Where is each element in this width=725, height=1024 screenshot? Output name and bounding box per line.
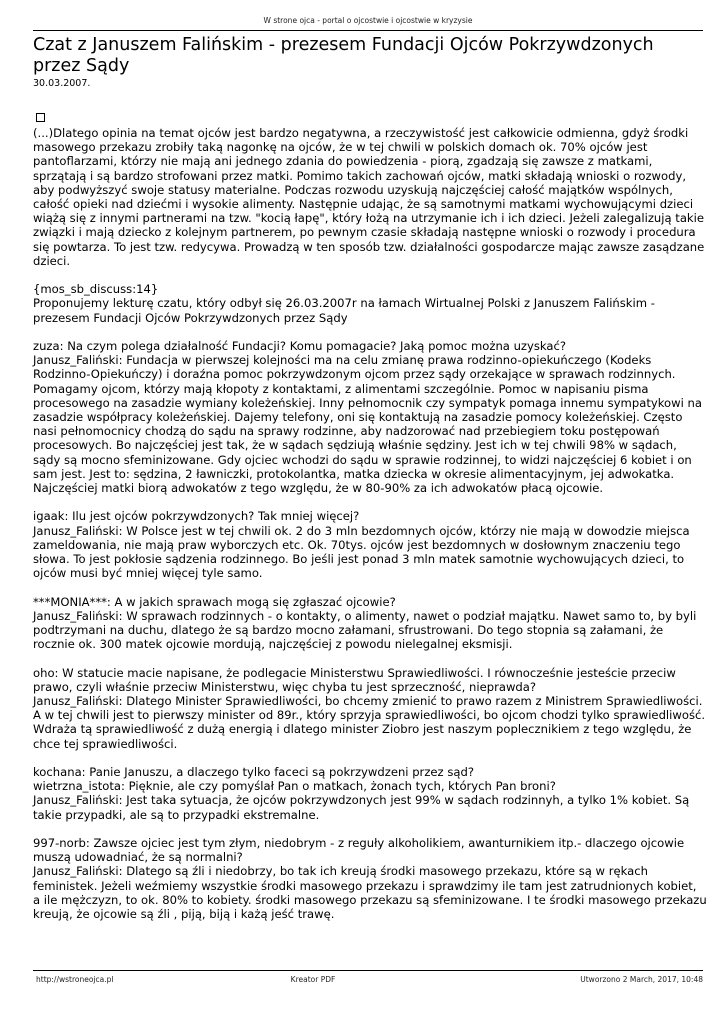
header-divider xyxy=(33,30,703,31)
footer-url-link[interactable]: http://wstroneojca.pl xyxy=(36,975,114,984)
article-paragraph-lead: {mos_sb_discuss:14} Proponujemy lekturę czatu, który odbył się 26.03.2007r na łamach Wirtualnej Polski z Januszem Falińskim - prezesem Fundacji Ojców Pokrzywdzonych przez Sądy xyxy=(33,282,655,325)
chat-exchange-oho: oho: W statucie macie napisane, że podlegacie Ministerstwu Sprawiedliwości. I równocześnie jesteście przeciw prawo, czyli właśnie przeciw Ministerstwu, więc chyba tu jest sprzeczność, nieprawda? Janusz_Faliński: Dlatego Minister Sprawiedliwości, bo chcemy zmienić to prawo razem z Ministrem Sprawiedliwości. A w tej chwili jest to pierwszy minister od 89r., który sprzyja sprawiedliwości, bo ojcom chodzi tylko sprawiedliwość. Wdraża tą sprawiedliwość z dużą energią i dlatego minister Ziobro jest naszym poplecznikiem z tego względu, że chce tej sprawiedliwości. xyxy=(33,665,706,751)
page-footer xyxy=(33,975,703,987)
chat-exchange-igaak: igaak: Ilu jest ojców pokrzywdzonych? Tak mniej więcej? Janusz_Faliński: W Polsce jest w tej chwili ok. 2 do 3 mln bezdomnych ojców, którzy nie mają w dowodzie miejsca zameldowania, nie mają praw wyborczych etc. Ok. 70tys. ojców jest bezdomnych w dosłownym znaczeniu tego słowa. To jest pokłosie sądzenia rodzinnego. Bo jeśli jest ponad 3 mln matek samotnie wychowujących dzieci, to ojców musi być mniej więcej tyle samo. xyxy=(33,509,690,581)
article-body xyxy=(33,126,707,935)
chat-exchange-kochana: kochana: Panie Januszu, a dlaczego tylko faceci są pokrzywdzeni przez sąd? wietrzna_istota: Pięknie, ale czy pomyślał Pan o matkach, żonach tych, których Pan broni? Janusz_Faliński: Jest taka sytuacja, że ojców pokrzywdzonych jest 99% w sądach rodzinnyh, a tylko 1% kobiet. Są takie przypadki, ale są to przypadki ekstremalne. xyxy=(33,765,690,822)
chat-exchange-zuza: zuza: Na czym polega działalność Fundacji? Komu pomagacie? Jaką pomoc można uzyskać? Janusz_Faliński: Fundacja w pierwszej kolejności ma na celu zmianę prawa rodzinno-opiekuńczego (Kodeks Rodzinno-Opiekuńczy) i doraźna pomoc pokrzywdzonym ojcom przez sądy orzekające w sprawach rodzinnych. Pomagamy ojcom, którzy mają kłopoty z kontaktami, z alimentami szczególnie. Pomoc w napisaniu pisma procesowego na zasadzie wymiany koleżeńskiej. Inny pełnomocnik czy sympatyk pomaga innemu sympatykowi na zasadzie współpracy koleżeńskiej. Dajemy telefony, oni się kontaktują na zasadzie pomocy koleżeńskiej. Często nasi pełnomocnicy chodzą do sądu na sprawy rodzinne, aby nadzorować nad przebiegiem toku postępowań procesowych. Bo najczęściej jest tak, że w sądach sędziują właśnie sędziny. Jest ich w tej chwili 98% w sądach, sądy są mocno sfeminizowane. Gdy ojciec wchodzi do sądu w sprawie rodzinnej, to widzi najczęściej 6 kobiet i on sam jest. Jest to: sędzina, 2 ławniczki, protokolantka, matka dziecka w okresie alimentacyjnym, jej adwokatka. Najczęściej matki biorą adwokatów z tego względu, że w 80-90% za ich adwokatów płacą ojcowie. xyxy=(33,339,702,496)
chat-exchange-997-norb: 997-norb: Zawsze ojciec jest tym złym, niedobrym - z reguły alkoholikiem, awanturnikiem itp.- dlaczego ojcowie muszą udowadniać, że są normalni? Janusz_Faliński: Dlatego są źli i niedobrzy, bo tak ich kreują środki masowego przekazu, które są w rękach feministek. Jeżeli weźmiemy wszystkie środki masowego przekazu i sprawdzimy ile tam jest zatrudnionych kobiet, a ile mężczyzn, to ok. 80% to kobiety. środki masowego przekazu są sfeminizowane. I te środki masowego przekazu kreują, że ojcowie są źli , piją, biją i każą jeść trawę. xyxy=(33,836,707,922)
footer-generator: Kreator PDF xyxy=(290,975,336,984)
article-paragraph-intro: (...)Dlatego opinia na temat ojców jest bardzo negatywna, a rzeczywistość jest całkowicie odmienna, gdyż środki masowego przekazu zrobiły taką nagonkę na ojców, że w tej chwili w polskich domach ok. 70% ojców jest pantoflarzami, którzy nie mają ani jednego zdania do powiedzenia - piorą, zgadzają się zawsze z matkami, sprzątają i są bardzo strofowani przez matki. Pomimo takich zachowań ojców, matki składają wnioski o rozwody, aby podwyższyć swoje statusy materialne. Podczas rozwodu uzyskują najczęściej całość majątków wspólnych, całość opieki nad dziećmi i wysokie alimenty. Następnie udając, że są samotnymi matkami wychowującymi dzieci wiążą się z innymi partnerami na tzw. "kocią łapę", który łożą na utrzymanie ich i ich dzieci. Jeżeli zalegalizują takie związki i mają dziecko z kolejnym partnerem, po pewnym czasie składają następne wnioski o rozwody i procedura się powtarza. To jest tzw. redycywa. Prowadzą w ten sposób tzw. działalności gospodarcze mając zawsze zasądzane dzieci. xyxy=(33,126,705,268)
footer-divider xyxy=(33,970,703,971)
article-title: Czat z Januszem Falińskim - prezesem Fundacji Ojców Pokrzywdzonych przez Sądy xyxy=(33,35,654,76)
article-date: 30.03.2007. xyxy=(33,78,91,89)
missing-image-icon xyxy=(36,113,45,122)
site-header: W strone ojca - portal o ojcostwie i ojcostwie w kryzysie xyxy=(263,16,473,25)
footer-created-date: Utworzono 2 March, 2017, 10:48 xyxy=(580,975,703,984)
chat-exchange-monia: ***MONIA***: A w jakich sprawach mogą się zgłaszać ojcowie? Janusz_Faliński: W sprawach rodzinnych - o kontakty, o alimenty, nawet o podział majątku. Nawet samo to, by byli podtrzymani na duchu, dlatego że są bardzo mocno załamani, sfrustrowani. Do tego stopnia są załamani, że rocznie ok. 300 matek ojcowie mordują, najczęściej z powodu nielegalnej eksmisji. xyxy=(33,594,697,652)
